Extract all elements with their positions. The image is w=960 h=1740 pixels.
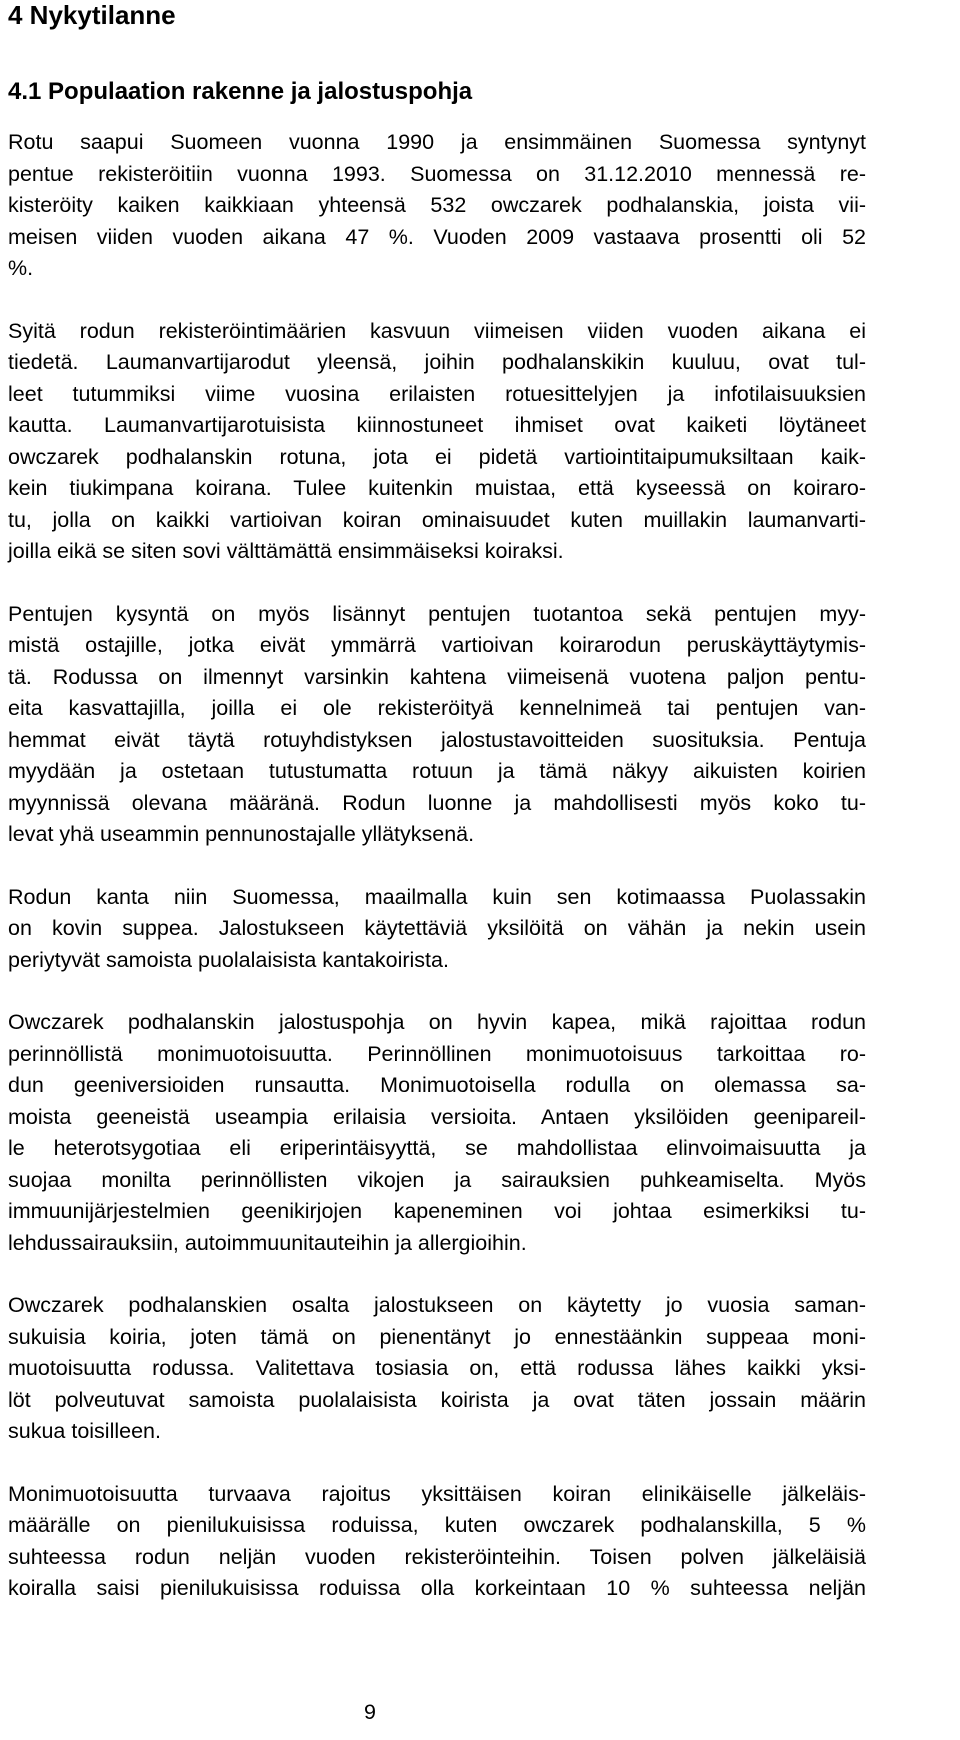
text-line: %.: [8, 256, 34, 280]
page-number: 9: [364, 1700, 376, 1724]
paragraph: [8, 882, 866, 977]
text-line: kein tiukimpana koirana. Tulee kuitenkin muistaa, että kyseessä on koiraro-: [8, 476, 866, 500]
paragraph: [8, 1479, 866, 1605]
text-line: lehdussairauksiin, autoimmuunitauteihin ja allergioihin.: [8, 1230, 527, 1255]
text-line: tiedetä. Laumanvartijarodut yleensä, joihin podhalanskikin kuuluu, ovat tul-: [8, 350, 866, 374]
text-line: Pentujen kysyntä on myös lisännyt pentujen tuotantoa sekä pentujen myy-: [8, 601, 866, 626]
text-line: moista geeneistä useampia erilaisia versioita. Antaen yksilöiden geenipareil-: [8, 1104, 866, 1129]
section-heading: 4.1 Populaation rakenne ja jalostuspohja: [8, 78, 473, 105]
paragraph: [8, 316, 866, 568]
text-line: dun geeniversioiden runsautta. Monimuotoisella rodulla on olemassa sa-: [8, 1073, 866, 1097]
paragraph: [8, 1007, 866, 1259]
chapter-heading: 4 Nykytilanne: [8, 0, 176, 30]
text-line: owczarek podhalanskin rotuna, jota ei pidetä vartiointitaipumuksiltaan kaik-: [8, 444, 866, 469]
text-line: hemmat eivät täytä rotuyhdistyksen jalostustavoitteiden suosituksia. Pentuja: [8, 727, 866, 752]
text-line: löt polveutuvat samoista puolalaisista koirista ja ovat täten jossain määrin: [8, 1387, 866, 1412]
text-line: määrälle on pienilukuisissa roduissa, kuten owczarek podhalanskilla, 5 %: [8, 1513, 866, 1537]
paragraph: [8, 127, 866, 285]
text-line: Rotu saapui Suomeen vuonna 1990 ja ensimmäinen Suomessa syntynyt: [8, 130, 866, 154]
text-line: tä. Rodussa on ilmennyt varsinkin kahtena viimeisenä vuotena paljon pentu-: [8, 664, 866, 689]
text-line: suojaa monilta perinnöllisten vikojen ja sairauksien puhkeamiselta. Myös: [8, 1167, 866, 1192]
text-line: Rodun kanta niin Suomessa, maailmalla kuin sen kotimaassa Puolassakin: [8, 884, 866, 909]
body-text: [8, 127, 866, 1605]
text-line: myynnissä olevana määränä. Rodun luonne ja mahdollisesti myös koko tu-: [8, 790, 866, 815]
document-page: [8, 0, 866, 1605]
text-line: eita kasvattajilla, joilla ei ole rekisteröityä kennelnimeä tai pentujen van-: [8, 696, 866, 720]
text-line: Monimuotoisuutta turvaava rajoitus yksittäisen koiran elinikäiselle jälkeläis-: [8, 1481, 866, 1506]
text-line: leet tutummiksi viime vuosina erilaisten rotuesittelyjen ja infotilaisuuksien: [8, 381, 866, 406]
text-line: pentue rekisteröitiin vuonna 1993. Suomessa on 31.12.2010 mennessä re-: [8, 161, 866, 186]
text-line: suhteessa rodun neljän vuoden rekisteröinteihin. Toisen polven jälkeläisiä: [8, 1544, 866, 1569]
text-line: periytyvät samoista puolalaisista kantakoirista.: [8, 947, 449, 972]
text-line: Owczarek podhalanskien osalta jalostukseen on käytetty jo vuosia saman-: [8, 1293, 866, 1317]
text-line: sukuisia koiria, joten tämä on pienentänyt jo ennestäänkin suppeaa moni-: [8, 1324, 866, 1349]
text-line: kautta. Laumanvartijarotuisista kiinnostuneet ihmiset ovat kaiketi löytäneet: [8, 413, 866, 437]
text-line: on kovin suppea. Jalostukseen käytettäviä yksilöitä on vähän ja nekin usein: [8, 916, 866, 940]
text-line: kisteröity kaiken kaikkiaan yhteensä 532 owczarek podhalanskia, joista vii-: [8, 193, 866, 217]
text-line: meisen viiden vuoden aikana 47 %. Vuoden 2009 vastaava prosentti oli 52: [8, 224, 866, 249]
text-line: perinnöllistä monimuotoisuutta. Perinnöllinen monimuotoisuus tarkoittaa ro-: [8, 1041, 866, 1066]
text-line: Owczarek podhalanskin jalostuspohja on hyvin kapea, mikä rajoittaa rodun: [8, 1010, 866, 1034]
paragraph: [8, 1290, 866, 1448]
text-line: myydään ja ostetaan tutustumatta rotuun ja tämä näkyy aikuisten koirien: [8, 759, 866, 783]
text-line: Syitä rodun rekisteröintimäärien kasvuun viimeisen viiden vuoden aikana ei: [8, 318, 866, 343]
text-line: le heterotsygotiaa eli eriperintäisyyttä, se mahdollistaa elinvoimaisuutta ja: [8, 1136, 866, 1160]
text-line: sukua toisilleen.: [8, 1419, 161, 1443]
text-line: joilla eikä se siten sovi välttämättä ensimmäiseksi koiraksi.: [8, 539, 564, 563]
text-line: levat yhä useammin pennunostajalle yllätyksenä.: [8, 822, 475, 846]
text-line: mistä ostajille, jotka eivät ymmärrä vartioivan koirarodun peruskäyttäytymis-: [8, 633, 866, 657]
paragraph: [8, 599, 866, 851]
text-line: tu, jolla on kaikki vartioivan koiran ominaisuudet kuten muillakin laumanvarti-: [8, 507, 866, 532]
text-line: immuunijärjestelmien geenikirjojen kapeneminen voi johtaa esimerkiksi tu-: [8, 1199, 866, 1223]
text-line: koiralla saisi pienilukuisissa roduissa olla korkeintaan 10 % suhteessa neljän: [8, 1576, 866, 1600]
text-line: muotoisuutta rodussa. Valitettava tosiasia on, että rodussa lähes kaikki yksi-: [8, 1356, 866, 1380]
